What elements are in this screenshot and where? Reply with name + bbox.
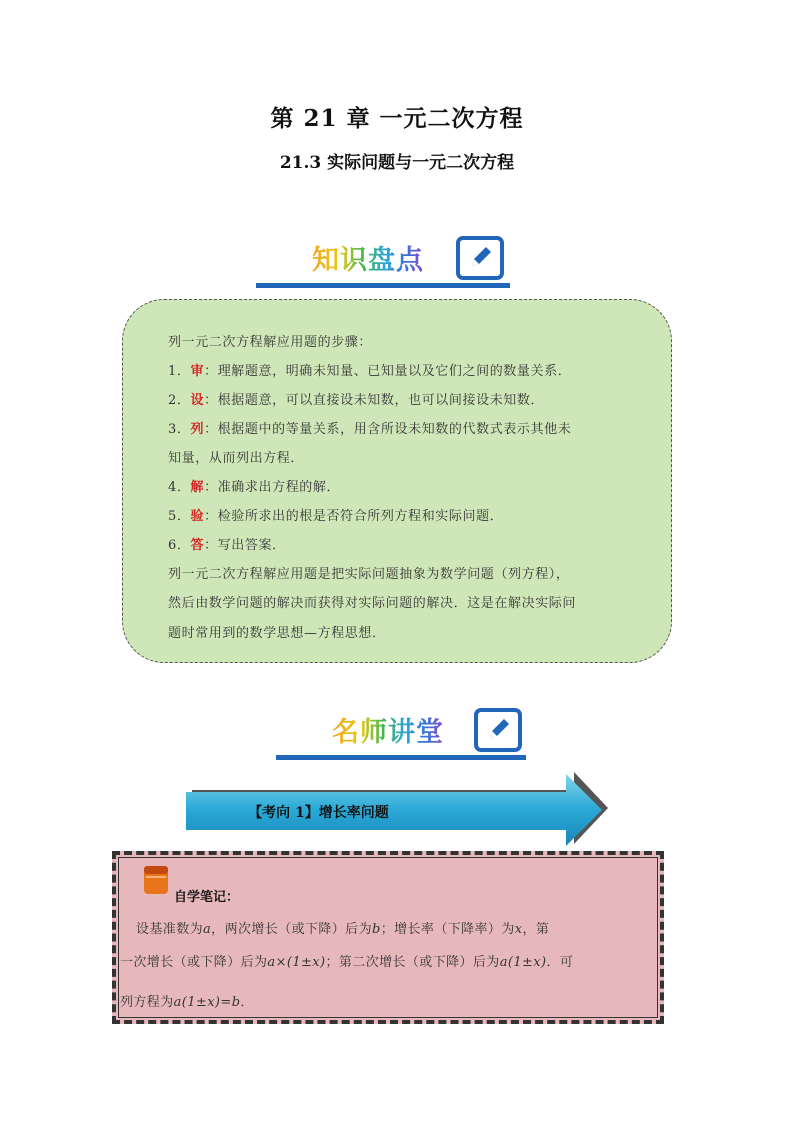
- knowledge-line: 1．审：理解题意，明确未知量、已知量以及它们之间的数量关系．: [168, 364, 572, 379]
- section-banner-lecture: [276, 708, 526, 760]
- topic-label: 【考向 1】增长率问题: [248, 805, 389, 821]
- edit-icon: [456, 236, 504, 280]
- knowledge-line: 列一元二次方程解应用题是把实际问题抽象为数学问题（列方程），: [168, 567, 570, 582]
- notes-title: 自学笔记：: [174, 890, 240, 905]
- knowledge-line: 知量，从而列出方程．: [168, 451, 305, 466]
- knowledge-line: 列一元二次方程解应用题的步骤：: [168, 335, 373, 350]
- knowledge-line: 6．答：写出答案．: [168, 538, 286, 553]
- section-heading: 名师讲堂: [332, 710, 444, 749]
- knowledge-line: 5．验：检验所求出的根是否符合所列方程和实际问题．: [168, 509, 504, 524]
- step-keyword: 解: [190, 480, 205, 495]
- notes-line-1: 设基准数为a，两次增长（或下降）后为b；增长率（下降率）为x，第: [136, 922, 550, 937]
- notes-line-3: 列方程为a(1±x)=b．: [120, 995, 254, 1010]
- knowledge-line: 4．解：准确求出方程的解．: [168, 480, 341, 495]
- step-keyword: 审: [190, 364, 205, 379]
- step-keyword: 验: [190, 509, 205, 524]
- section-banner-knowledge: [256, 236, 510, 288]
- notebook-icon: [142, 864, 172, 896]
- notes-line-2: 一次增长（或下降）后为a×(1±x)；第二次增长（或下降）后为a(1±x)．可: [120, 955, 574, 970]
- step-keyword: 答: [190, 538, 205, 553]
- section-heading: 知识盘点: [312, 238, 424, 277]
- knowledge-line: 2．设：根据题意，可以直接设未知数，也可以间接设未知数．: [168, 393, 545, 408]
- step-keyword: 列: [190, 422, 205, 437]
- chapter-title: 第 21 章 一元二次方程: [270, 105, 524, 132]
- section-subtitle: 21.3 实际问题与一元二次方程: [279, 153, 515, 173]
- step-keyword: 设: [190, 393, 205, 408]
- edit-icon: [474, 708, 522, 752]
- knowledge-line: 题时常用到的数学思想—方程思想．: [168, 626, 386, 641]
- knowledge-line: 然后由数学问题的解决而获得对实际问题的解决．这是在解决实际问: [168, 596, 577, 611]
- knowledge-line: 3．列：根据题中的等量关系，用含所设未知数的代数式表示其他未: [168, 422, 572, 437]
